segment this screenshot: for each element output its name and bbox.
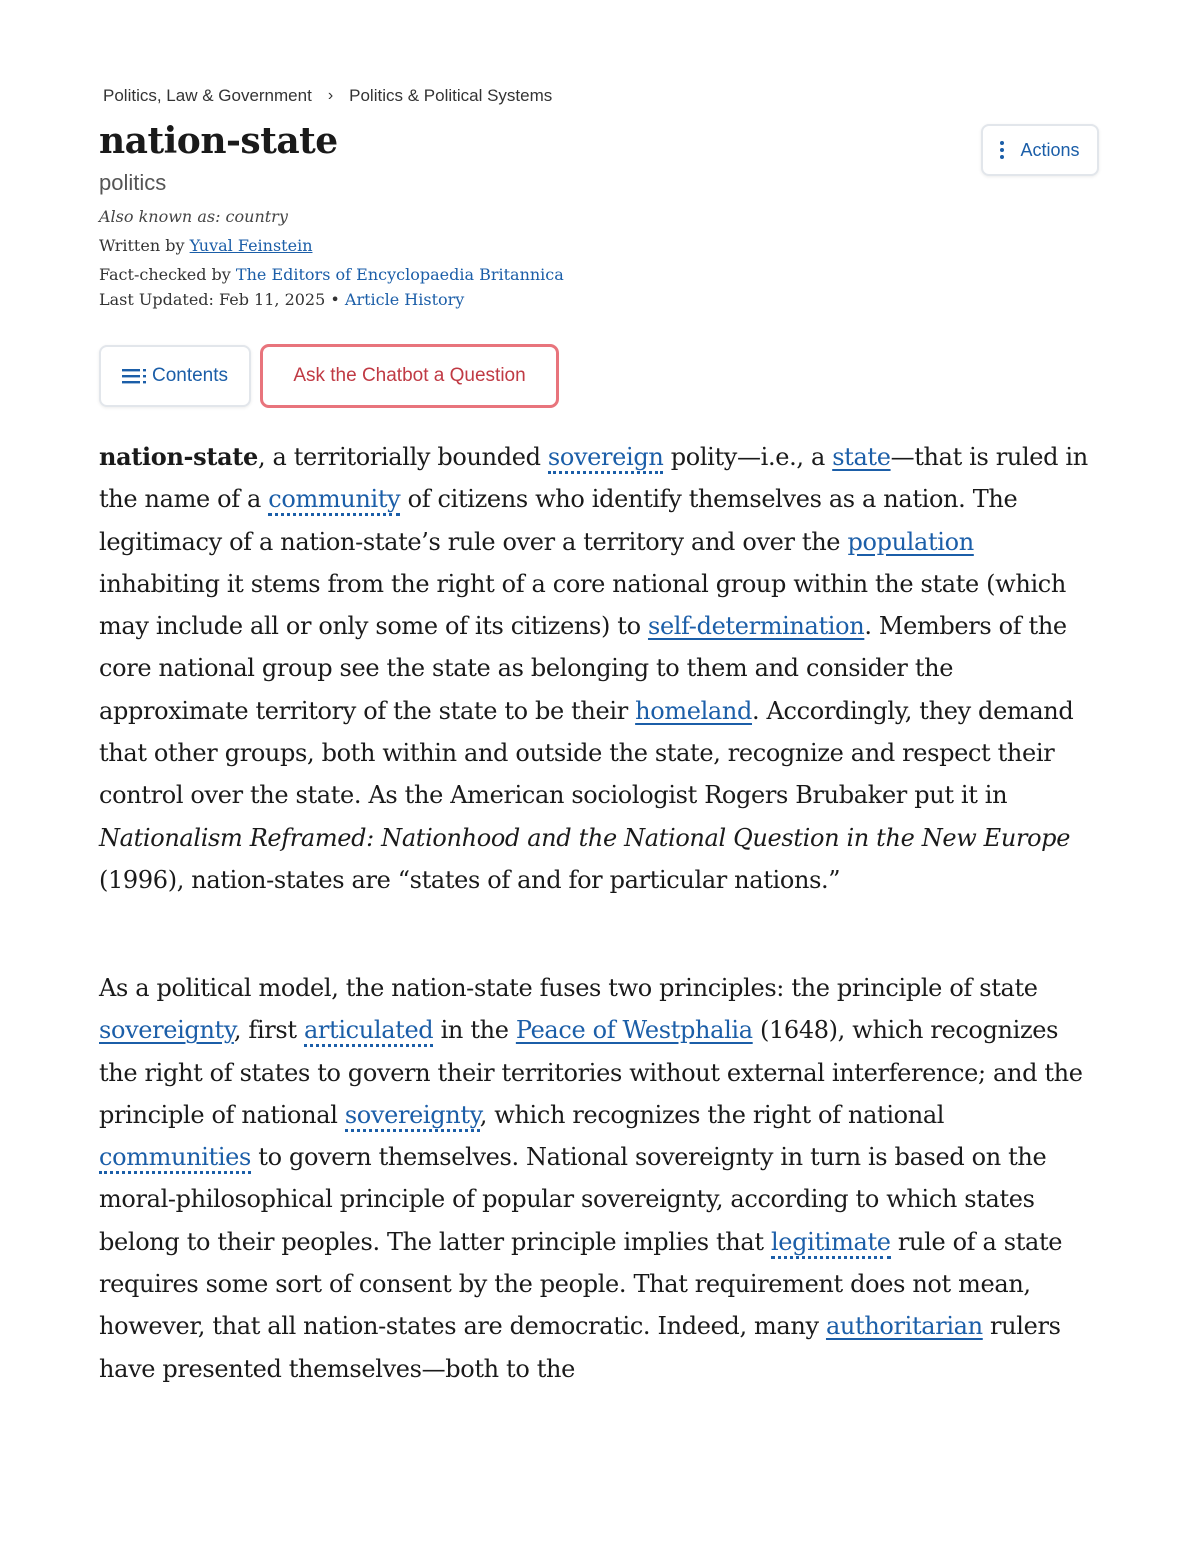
written-by-label: Written by xyxy=(99,236,185,255)
term-bold: nation-state xyxy=(99,442,258,471)
ask-chatbot-button[interactable] xyxy=(260,344,559,408)
fact-checked-label: Fact-checked by xyxy=(99,265,231,284)
link-self-determination[interactable]: self-determination xyxy=(647,612,865,641)
paragraph-text: . Accordingly, they demand that other groups, both within and outside the state, recognize and respect their control over the state. As the American sociologist Rogers Brubaker put it in xyxy=(99,696,1074,810)
article-paragraph-1 xyxy=(99,436,1101,901)
link-authoritarian[interactable]: authoritarian xyxy=(825,1312,983,1341)
fact-checker-link[interactable]: The Editors of Encyclopaedia Britannica xyxy=(235,265,564,284)
paragraph-text: polity—i.e., a xyxy=(663,443,833,471)
paragraph-text: in the xyxy=(433,1016,516,1045)
link-sovereign[interactable]: sovereign xyxy=(548,443,664,474)
breadcrumb-item-politics-law-government[interactable]: Politics, Law & Government xyxy=(103,86,312,105)
paragraph-text: , a territorially bounded xyxy=(257,443,548,471)
chevron-right-icon: › xyxy=(327,87,334,104)
fact-checked-by xyxy=(99,265,564,284)
kebab-icon xyxy=(1000,141,1004,159)
last-updated xyxy=(99,290,464,309)
page-title: nation-state xyxy=(99,120,338,162)
breadcrumb-item-politics-political-systems[interactable]: Politics & Political Systems xyxy=(349,86,553,105)
paragraph-text: . Members of the core national group see the state as belonging to them and consider the approximate territory of the state to be their xyxy=(99,612,1067,725)
also-known-as: Also known as: country xyxy=(99,207,288,226)
link-articulated[interactable]: articulated xyxy=(304,1016,433,1047)
list-icon xyxy=(122,367,148,385)
paragraph-text: As a political model, the nation-state fuses two principles: the principle of state xyxy=(99,974,1038,1002)
page-subtitle: politics xyxy=(99,170,167,195)
link-legitimate[interactable]: legitimate xyxy=(771,1228,891,1259)
author-link[interactable]: Yuval Feinstein xyxy=(189,236,313,255)
paragraph-text: , which recognizes the right of national xyxy=(479,1100,945,1129)
contents-button[interactable] xyxy=(99,345,251,407)
link-peace-of-westphalia[interactable]: Peace of Westphalia xyxy=(515,1016,753,1045)
actions-button[interactable] xyxy=(981,124,1099,176)
link-sovereignty-2[interactable]: sovereignty xyxy=(345,1101,480,1132)
book-title: Nationalism Reframed: Nationhood and the National Question in the New Europe xyxy=(99,823,1071,852)
paragraph-text: —that is ruled in the name of a xyxy=(99,443,1088,514)
contents-label: Contents xyxy=(151,365,229,386)
article-paragraph-2 xyxy=(99,967,1101,1390)
article-history-link[interactable]: Article History xyxy=(344,290,465,309)
breadcrumb xyxy=(103,86,552,106)
actions-label: Actions xyxy=(1020,139,1080,160)
link-population[interactable]: population xyxy=(847,527,974,556)
paragraph-text: to govern themselves. National sovereignty in turn is based on the moral-philosophical principle of popular sovereignty, according to which states belong to their peoples. The latter principle implies that xyxy=(99,1143,1047,1256)
link-community[interactable]: community xyxy=(268,485,400,516)
paragraph-text: of citizens who identify themselves as a nation. The legitimacy of a nation-state’s rule over a territory and over the xyxy=(99,485,1018,556)
ask-chatbot-label: Ask the Chatbot a Question xyxy=(293,365,526,386)
paragraph-text: , first xyxy=(233,1016,304,1045)
written-by xyxy=(99,236,313,255)
link-homeland[interactable]: homeland xyxy=(635,696,752,725)
paragraph-text: rulers have presented themselves—both to the xyxy=(99,1312,1061,1383)
paragraph-text: (1996), nation-states are “states of and for particular nations.” xyxy=(99,865,841,894)
link-communities[interactable]: communities xyxy=(99,1143,251,1174)
link-state[interactable]: state xyxy=(832,443,891,471)
paragraph-text: rule of a state requires some sort of consent by the people. That requirement does not mean, however, that all nation-states are democratic. Indeed, many xyxy=(99,1227,1063,1341)
last-updated-label: Last Updated: Feb 11, 2025 xyxy=(99,290,326,309)
paragraph-text: (1648), which recognizes the right of states to govern their territories without external interference; and the principle of national xyxy=(99,1016,1083,1129)
link-sovereignty[interactable]: sovereignty xyxy=(99,1016,234,1045)
paragraph-text: inhabiting it stems from the right of a core national group within the state (which may include all or only some of its citizens) to xyxy=(99,569,1066,641)
bullet-separator: • xyxy=(330,290,340,309)
